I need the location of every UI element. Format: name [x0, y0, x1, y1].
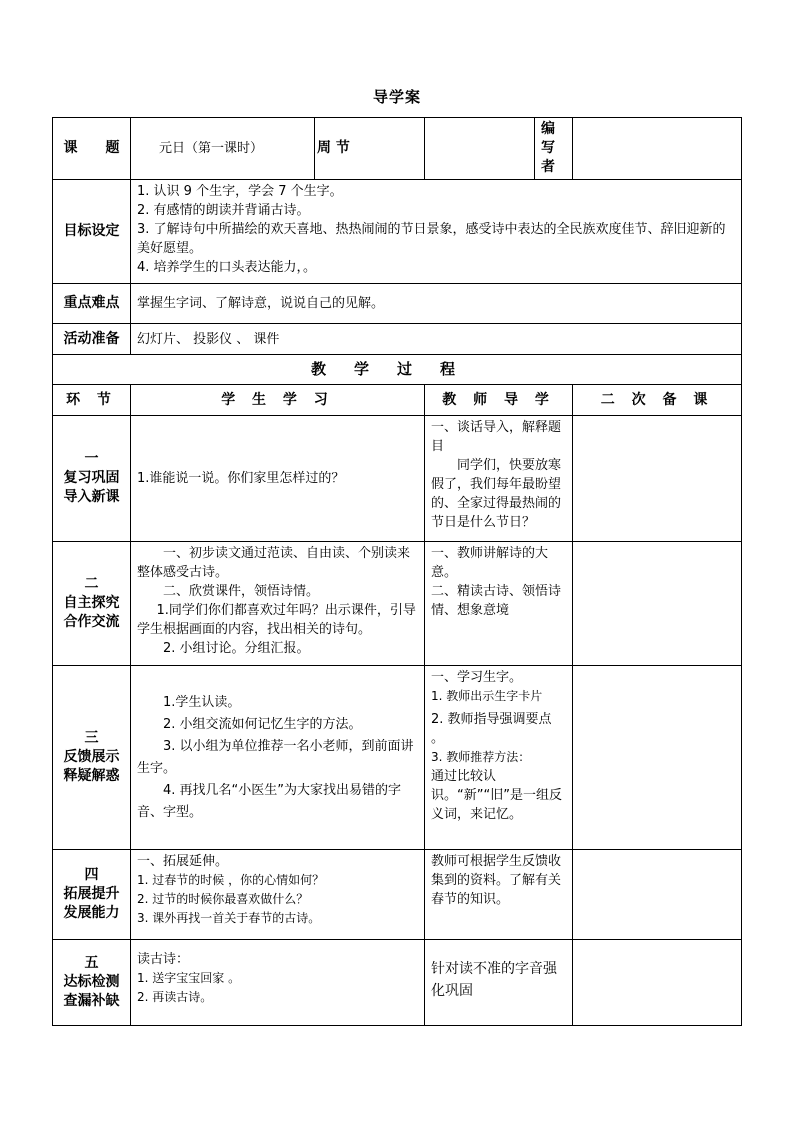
student-learning — [131, 416, 425, 542]
process-title-row — [53, 355, 742, 385]
student-learning — [131, 850, 425, 940]
teacher-guide — [425, 666, 573, 850]
preparation-row — [53, 324, 742, 355]
stage-name — [53, 542, 131, 666]
stage-name — [53, 940, 131, 1026]
teacher-guide — [425, 940, 573, 1026]
student-item: 4. 再找几名“小医生”为大家找出易错的字音、字型。 — [137, 782, 402, 820]
teacher-item: 3. 教师推荐方法： — [431, 750, 531, 764]
student-item: 1.同学们你们都喜欢过年吗？出示课件，引导学生根据画面的内容，找出相关的诗句。 — [137, 603, 416, 637]
stage-name — [53, 416, 131, 542]
author-label: 编写者 — [535, 118, 573, 180]
stage-title-line1: 拓展提升 — [63, 886, 120, 902]
teacher-item: 教师可根据学生反馈收集到的资料。了解有关春节的知识。 — [431, 854, 562, 907]
student-item: 2. 小组讨论。分组汇报。 — [163, 641, 310, 656]
revision-cell — [573, 542, 742, 666]
lesson-plan-table — [52, 117, 742, 1026]
goal-item: 3. 了解诗句中所描绘的欢天喜地、热热闹闹的节日景象，感受诗中表达的全民族欢度佳节、辞旧迎新的美好愿望。 — [137, 222, 726, 256]
revision-cell — [573, 416, 742, 542]
student-item: 3. 课外再找一首关于春节的古诗。 — [137, 911, 321, 925]
student-learning — [131, 666, 425, 850]
teacher-guide — [425, 850, 573, 940]
stage-row — [53, 850, 742, 940]
teacher-item: 一、学习生字。 — [431, 670, 523, 685]
stage-title-line2: 发展能力 — [63, 905, 120, 921]
student-item: 二、欣赏课件，领悟诗情。 — [163, 584, 320, 599]
teacher-item: 针对读不准的字音强化巩固 — [431, 961, 558, 999]
process-title: 教学过程 — [53, 355, 742, 385]
header-row — [53, 118, 742, 180]
student-item: 1.学生认读。 — [163, 694, 241, 710]
preparation-label: 活动准备 — [53, 324, 131, 355]
student-item: 一、初步读文通过范读、自由读、个别读来整体感受古诗。 — [137, 546, 411, 580]
revision-cell — [573, 666, 742, 850]
goal-item: 1. 认识 9 个生字，学会 7 个生字。 — [137, 184, 343, 199]
student-item: 2. 小组交流如何记忆生字的方法。 — [163, 716, 362, 732]
student-item: 2. 再读古诗。 — [137, 990, 213, 1004]
teacher-guide — [425, 416, 573, 542]
stage-row — [53, 542, 742, 666]
stage-row — [53, 666, 742, 850]
col-header-stage: 环 节 — [53, 385, 131, 416]
stage-number: 四 — [84, 867, 99, 883]
stage-number: 一 — [84, 451, 99, 467]
teacher-item: 1. 教师出示生字卡片 — [431, 689, 543, 703]
goal-item: 4. 培养学生的口头表达能力，。 — [137, 260, 317, 275]
stage-title-line1: 复习巩固 — [63, 470, 120, 486]
preparation-value: 幻灯片、 投影仪 、 课件 — [131, 324, 742, 355]
goal-item: 2. 有感情的朗读并背诵古诗。 — [137, 203, 310, 218]
teacher-item: 2. 教师指导强调要点 。 — [431, 712, 552, 746]
teacher-guide — [425, 542, 573, 666]
stage-name — [53, 850, 131, 940]
student-item: 一、拓展延伸。 — [137, 854, 229, 869]
stage-title-line2: 合作交流 — [63, 614, 120, 630]
col-header-teacher: 教 师 导 学 — [425, 385, 573, 416]
col-header-student: 学 生 学 习 — [131, 385, 425, 416]
stage-title-line1: 反馈展示 — [63, 749, 120, 765]
teacher-item: 同学们，快要放寒假了，我们每年最盼望的、全家过得最热闹的节日是什么节日？ — [431, 458, 562, 530]
student-item: 2. 过节的时候你最喜欢做什么？ — [137, 892, 309, 906]
revision-cell — [573, 850, 742, 940]
topic-value: 元日（第一课时） — [131, 118, 315, 180]
teacher-item: 二、精读古诗、领悟诗情、想象意境 — [431, 584, 562, 618]
student-learning — [131, 542, 425, 666]
student-item: 1. 送字宝宝回家 。 — [137, 971, 241, 985]
teacher-item: 一、教师讲解诗的大意。 — [431, 546, 549, 580]
column-header-row — [53, 385, 742, 416]
topic-label: 课 题 — [53, 118, 131, 180]
stage-title-line1: 达标检测 — [63, 974, 120, 990]
goals-content — [131, 180, 742, 284]
student-item: 3. 以小组为单位推荐一名小老师，到前面讲生字。 — [137, 738, 414, 776]
stage-number: 五 — [84, 955, 99, 971]
key-points-value: 掌握生字词、了解诗意，说说自己的见解。 — [131, 284, 742, 324]
stage-number: 三 — [84, 730, 99, 746]
stage-title-line1: 自主探究 — [63, 595, 120, 611]
week-value — [425, 118, 535, 180]
stage-name — [53, 666, 131, 850]
week-label: 周 节 — [315, 118, 425, 180]
key-points-row — [53, 284, 742, 324]
col-header-revision: 二 次 备 课 — [573, 385, 742, 416]
page-title: 导学案 — [372, 88, 421, 106]
teacher-item: 通过比较认识。“新”“旧”是一组反义词，来记忆。 — [431, 769, 562, 822]
stage-title-line2: 查漏补缺 — [63, 993, 120, 1009]
revision-cell — [573, 940, 742, 1026]
goals-label: 目标设定 — [53, 180, 131, 284]
teacher-item: 一、谈话导入，解释题目 — [431, 420, 562, 454]
author-value — [573, 118, 742, 180]
student-item: 1.谁能说一说。你们家里怎样过的？ — [137, 471, 345, 486]
stage-row — [53, 416, 742, 542]
student-item: 1. 过春节的时候 ，你的心情如何？ — [137, 873, 325, 887]
stage-row — [53, 940, 742, 1026]
stage-number: 二 — [84, 576, 99, 592]
student-learning — [131, 940, 425, 1026]
goals-row — [53, 180, 742, 284]
key-points-label: 重点难点 — [53, 284, 131, 324]
student-item: 读古诗： — [137, 952, 190, 967]
stage-title-line2: 释疑解惑 — [63, 768, 120, 784]
stage-title-line2: 导入新课 — [63, 489, 120, 505]
